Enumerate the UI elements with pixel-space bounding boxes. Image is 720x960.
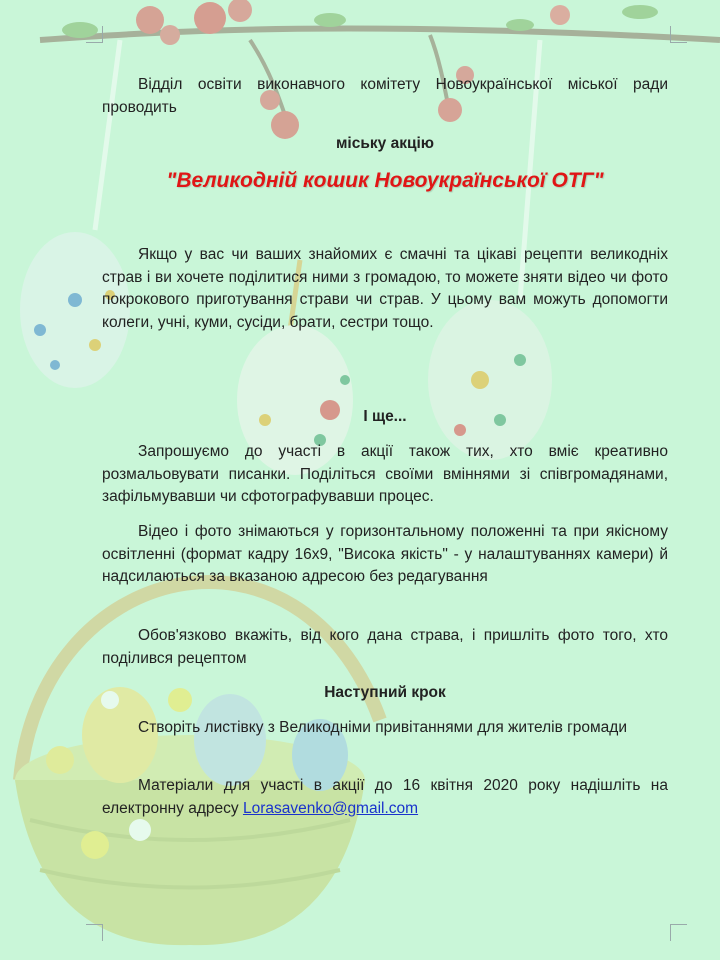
deadline-text: Матеріали для участі в акції до 16 квітня 2020 року надішліть на електронну адресу (102, 777, 668, 817)
intro-paragraph: Відділ освіти виконавчого комітету Новоукраїнської міської ради проводить (102, 76, 668, 116)
page-corner-mark (670, 924, 687, 941)
next-step-heading: Наступний крок (324, 684, 446, 701)
page-corner-mark (86, 924, 103, 941)
also-heading: І ще... (363, 408, 407, 425)
email-link[interactable]: Lorasavenko@gmail.com (242, 799, 419, 817)
recipes-paragraph: Якщо у вас чи ваших знайомих є смачні та цікаві рецепти великодніх страв і ви хочете поділитися ними з громадою, то можете зняти відео чи фото покрокового приготування страви чи страв. У цьому вам можуть допомогти колеги, учні, куми, сусіди, брати, сестри тощо. (102, 246, 668, 331)
page-corner-mark (86, 26, 103, 43)
event-title: "Великодній кошик Новоукраїнської ОТГ" (166, 169, 604, 192)
credit-paragraph: Обов'язково вкажіть, від кого дана страва, і пришліть фото того, хто поділився рецептом (102, 627, 668, 667)
format-paragraph: Відео і фото знімаються у горизонтальному положенні та при якісному освітленні (формат кадру 16х9, "Висока якість" - у налаштуваннях камери) й надсилаються за вказаною адресою без редагування (102, 523, 668, 585)
deadline-paragraph (102, 775, 668, 820)
pysanky-paragraph: Запрошуємо до участі в акції також тих, хто вміє креативно розмальовувати писанки. Поділіться своїми вміннями зі співгромадянами, зафільмувавши чи сфотографувавши процес. (102, 443, 668, 505)
subheading: міську акцію (335, 135, 435, 152)
card-paragraph: Створіть листівку з Великодніми привітаннями для жителів громади (138, 719, 627, 736)
page-corner-mark (670, 26, 687, 43)
